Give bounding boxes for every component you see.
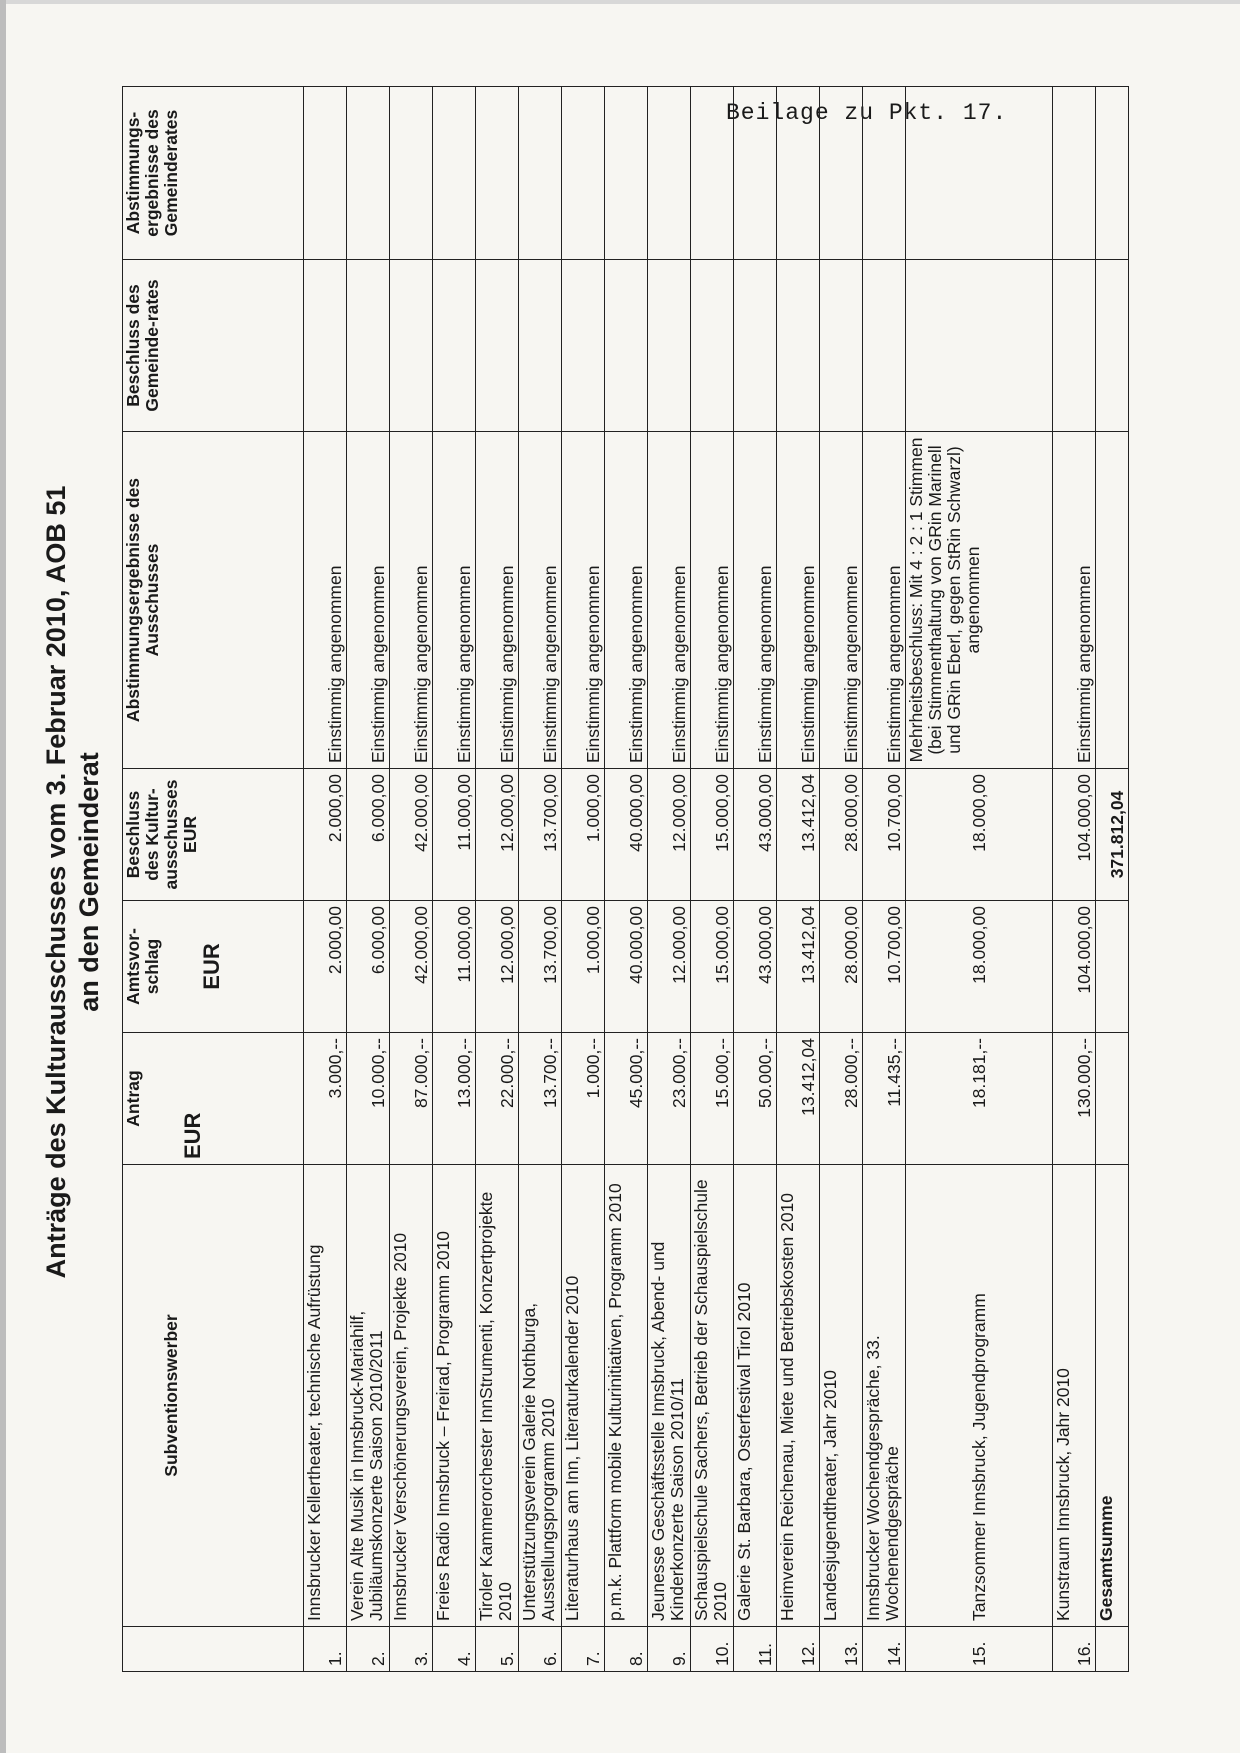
council-vote: [433, 87, 476, 260]
council-vote: [390, 87, 433, 260]
total-abstimmung: [1096, 432, 1129, 769]
amtsvorschlag-amount: 15.000,00: [691, 901, 734, 1033]
applicant-name: Landesjugendtheater, Jahr 2010: [820, 1165, 863, 1627]
subsidy-table: [122, 86, 1129, 1672]
committee-vote: Einstimmig angenommen: [390, 432, 433, 769]
table-row: [390, 87, 433, 1672]
council-vote: [1053, 87, 1096, 260]
row-number: 10.: [691, 1627, 734, 1672]
beschluss-amount: 10.700,00: [863, 769, 906, 901]
amtsvorschlag-amount: 13.700,00: [519, 901, 562, 1033]
amtsvorschlag-amount: 18.000,00: [906, 901, 1053, 1033]
committee-vote: Einstimmig angenommen: [691, 432, 734, 769]
amtsvorschlag-amount: 1.000,00: [562, 901, 605, 1033]
beschluss-amount: 12.000,00: [648, 769, 691, 901]
antrag-amount: 50.000,--: [734, 1033, 777, 1165]
council-decision: [906, 260, 1053, 432]
antrag-amount: 3.000,--: [304, 1033, 347, 1165]
amtsvorschlag-amount: 43.000,00: [734, 901, 777, 1033]
table-row: [691, 87, 734, 1672]
beschluss-amount: 18.000,00: [906, 769, 1053, 901]
council-decision: [820, 260, 863, 432]
total-beschluss-gr: [1096, 260, 1129, 432]
applicant-name: Unterstützungsverein Galerie Nothburga, Ausstellungsprogramm 2010: [519, 1165, 562, 1627]
title-line-1: Anträge des Kulturausschusses vom 3. Februar 2010, AOB 51: [41, 485, 71, 1279]
table-row: [519, 87, 562, 1672]
antrag-amount: 13.412,04: [777, 1033, 820, 1165]
amtsvorschlag-amount: 12.000,00: [648, 901, 691, 1033]
council-vote: [906, 87, 1053, 260]
committee-vote: Einstimmig angenommen: [562, 432, 605, 769]
council-vote: [777, 87, 820, 260]
committee-vote: Einstimmig angenommen: [820, 432, 863, 769]
beschluss-amount: 1.000,00: [562, 769, 605, 901]
total-antrag: [1096, 1033, 1129, 1165]
amtsvorschlag-amount: 10.700,00: [863, 901, 906, 1033]
applicant-name: Innsbrucker Verschönerungsverein, Projekte 2010: [390, 1165, 433, 1627]
total-nr: [1096, 1627, 1129, 1672]
committee-vote: Einstimmig angenommen: [433, 432, 476, 769]
council-vote: [734, 87, 777, 260]
amtsvorschlag-amount: 104.000,00: [1053, 901, 1096, 1033]
council-vote: [605, 87, 648, 260]
council-decision: [562, 260, 605, 432]
beschluss-amount: 40.000,00: [605, 769, 648, 901]
committee-vote: Einstimmig angenommen: [605, 432, 648, 769]
total-beschluss: 371.812,04: [1096, 769, 1129, 901]
council-decision: [476, 260, 519, 432]
table-row: [777, 87, 820, 1672]
row-number: 16.: [1053, 1627, 1096, 1672]
beschluss-amount: 12.000,00: [476, 769, 519, 901]
table-row: [433, 87, 476, 1672]
col-header-nr: [123, 1627, 304, 1672]
antrag-amount: 87.000,--: [390, 1033, 433, 1165]
document-title: [40, 52, 106, 1712]
table-row: [476, 87, 519, 1672]
row-number: 15.: [906, 1627, 1053, 1672]
council-decision: [734, 260, 777, 432]
row-number: 6.: [519, 1627, 562, 1672]
council-vote: [304, 87, 347, 260]
council-vote: [648, 87, 691, 260]
council-decision: [777, 260, 820, 432]
rotated-page: [40, 52, 1200, 1712]
council-vote: [347, 87, 390, 260]
applicant-name: Tiroler Kammerorchester InnStrumenti, Konzertprojekte 2010: [476, 1165, 519, 1627]
council-decision: [304, 260, 347, 432]
antrag-amount: 45.000,--: [605, 1033, 648, 1165]
header-note: Beilage zu Pkt. 17.: [726, 100, 1008, 126]
council-vote: [519, 87, 562, 260]
amtsvorschlag-amount: 40.000,00: [605, 901, 648, 1033]
table-row: [1053, 87, 1096, 1672]
applicant-name: Heimverein Reichenau, Miete und Betriebskosten 2010: [777, 1165, 820, 1627]
title-line-2: an den Gemeinderat: [74, 752, 104, 1012]
row-number: 12.: [777, 1627, 820, 1672]
col-header-abstimmung-ka: Abstimmungsergebnisse des Ausschusses: [123, 432, 304, 769]
council-vote: [476, 87, 519, 260]
row-number: 7.: [562, 1627, 605, 1672]
row-number: 2.: [347, 1627, 390, 1672]
row-number: 8.: [605, 1627, 648, 1672]
council-decision: [519, 260, 562, 432]
amtsvorschlag-amount: 28.000,00: [820, 901, 863, 1033]
applicant-name: Kunstraum Innsbruck, Jahr 2010: [1053, 1165, 1096, 1627]
antrag-amount: 28.000,--: [820, 1033, 863, 1165]
col-header-name: Subventionswerber: [123, 1165, 304, 1627]
committee-vote: Einstimmig angenommen: [648, 432, 691, 769]
committee-vote: Einstimmig angenommen: [476, 432, 519, 769]
council-vote: [562, 87, 605, 260]
amtsvorschlag-amount: 12.000,00: [476, 901, 519, 1033]
total-abstimmung-gr: [1096, 87, 1129, 260]
applicant-name: p.m.k. Plattform mobile Kulturinitiativen, Programm 2010: [605, 1165, 648, 1627]
table-row: [906, 87, 1053, 1672]
beschluss-amount: 104.000,00: [1053, 769, 1096, 901]
council-decision: [605, 260, 648, 432]
antrag-amount: 22.000,--: [476, 1033, 519, 1165]
council-vote: [863, 87, 906, 260]
table-row: [347, 87, 390, 1672]
council-decision: [648, 260, 691, 432]
applicant-name: Jeunesse Geschäftsstelle Innsbruck, Abend- und Kinderkonzerte Saison 2010/11: [648, 1165, 691, 1627]
council-decision: [1053, 260, 1096, 432]
applicant-name: Schauspielschule Sachers, Betrieb der Schauspielschule 2010: [691, 1165, 734, 1627]
table-row: [304, 87, 347, 1672]
amtsvorschlag-amount: 42.000,00: [390, 901, 433, 1033]
amtsvorschlag-amount: 11.000,00: [433, 901, 476, 1033]
beschluss-amount: 42.000,00: [390, 769, 433, 901]
table-row: [863, 87, 906, 1672]
beschluss-amount: 15.000,00: [691, 769, 734, 901]
beschluss-amount: 11.000,00: [433, 769, 476, 901]
table-row: [648, 87, 691, 1672]
row-number: 14.: [863, 1627, 906, 1672]
committee-vote: Einstimmig angenommen: [347, 432, 390, 769]
amtsvorschlag-amount: 13.412,04: [777, 901, 820, 1033]
table-header-row: [123, 87, 304, 1672]
table-row: [562, 87, 605, 1672]
antrag-amount: 15.000,--: [691, 1033, 734, 1165]
council-decision: [390, 260, 433, 432]
scan-edge: [0, 0, 1240, 4]
table-row: [820, 87, 863, 1672]
total-label: Gesamtsumme: [1096, 1165, 1129, 1627]
total-row: [1096, 87, 1129, 1672]
applicant-name: Innsbrucker Wochendgespräche, 33. Wochenendgespräche: [863, 1165, 906, 1627]
beschluss-amount: 2.000,00: [304, 769, 347, 901]
antrag-amount: 1.000,--: [562, 1033, 605, 1165]
antrag-amount: 11.435,--: [863, 1033, 906, 1165]
applicant-name: Innsbrucker Kellertheater, technische Aufrüstung: [304, 1165, 347, 1627]
beschluss-amount: 13.412,04: [777, 769, 820, 901]
antrag-amount: 23.000,--: [648, 1033, 691, 1165]
col-header-beschluss-gr: Beschluss des Gemeinde-rates: [123, 260, 304, 432]
council-vote: [691, 87, 734, 260]
col-header-beschluss-ka: Beschluss des Kultur-ausschusses EUR: [123, 769, 304, 901]
committee-vote: Mehrheitsbeschluss: Mit 4 : 2 : 1 Stimmen (bei Stimmenthaltung von GRin Marinell und GRin Eberl, gegen StRin Schwarzl) angenommen: [906, 432, 1053, 769]
scan-edge: [0, 0, 6, 1753]
antrag-amount: 130.000,--: [1053, 1033, 1096, 1165]
committee-vote: Einstimmig angenommen: [734, 432, 777, 769]
amtsvorschlag-amount: 2.000,00: [304, 901, 347, 1033]
committee-vote: Einstimmig angenommen: [777, 432, 820, 769]
antrag-amount: 10.000,--: [347, 1033, 390, 1165]
beschluss-amount: 28.000,00: [820, 769, 863, 901]
applicant-name: Galerie St. Barbara, Osterfestival Tirol 2010: [734, 1165, 777, 1627]
council-decision: [691, 260, 734, 432]
committee-vote: Einstimmig angenommen: [519, 432, 562, 769]
row-number: 1.: [304, 1627, 347, 1672]
committee-vote: Einstimmig angenommen: [304, 432, 347, 769]
amtsvorschlag-amount: 6.000,00: [347, 901, 390, 1033]
row-number: 3.: [390, 1627, 433, 1672]
council-decision: [347, 260, 390, 432]
applicant-name: Verein Alte Musik in Innsbruck-Mariahilf, Jubiläumskonzerte Saison 2010/2011: [347, 1165, 390, 1627]
applicant-name: Literaturhaus am Inn, Literaturkalender 2010: [562, 1165, 605, 1627]
beschluss-amount: 13.700,00: [519, 769, 562, 901]
total-amtsvorschlag: [1096, 901, 1129, 1033]
beschluss-amount: 43.000,00: [734, 769, 777, 901]
antrag-amount: 18.181,--: [906, 1033, 1053, 1165]
row-number: 11.: [734, 1627, 777, 1672]
row-number: 5.: [476, 1627, 519, 1672]
row-number: 4.: [433, 1627, 476, 1672]
council-decision: [433, 260, 476, 432]
row-number: 13.: [820, 1627, 863, 1672]
col-header-antrag: Antrag EUR: [123, 1033, 304, 1165]
applicant-name: Freies Radio Innsbruck – Freirad, Programm 2010: [433, 1165, 476, 1627]
committee-vote: Einstimmig angenommen: [863, 432, 906, 769]
antrag-amount: 13.000,--: [433, 1033, 476, 1165]
antrag-amount: 13.700,--: [519, 1033, 562, 1165]
council-decision: [863, 260, 906, 432]
col-header-abstimmung-gr: Abstimmungs-ergebnisse des Gemeinderates: [123, 87, 304, 260]
beschluss-amount: 6.000,00: [347, 769, 390, 901]
committee-vote: Einstimmig angenommen: [1053, 432, 1096, 769]
council-vote: [820, 87, 863, 260]
col-header-amtsvorschlag: Amtsvor-schlag EUR: [123, 901, 304, 1033]
row-number: 9.: [648, 1627, 691, 1672]
table-row: [734, 87, 777, 1672]
applicant-name: Tanzsommer Innsbruck, Jugendprogramm: [906, 1165, 1053, 1627]
table-row: [605, 87, 648, 1672]
